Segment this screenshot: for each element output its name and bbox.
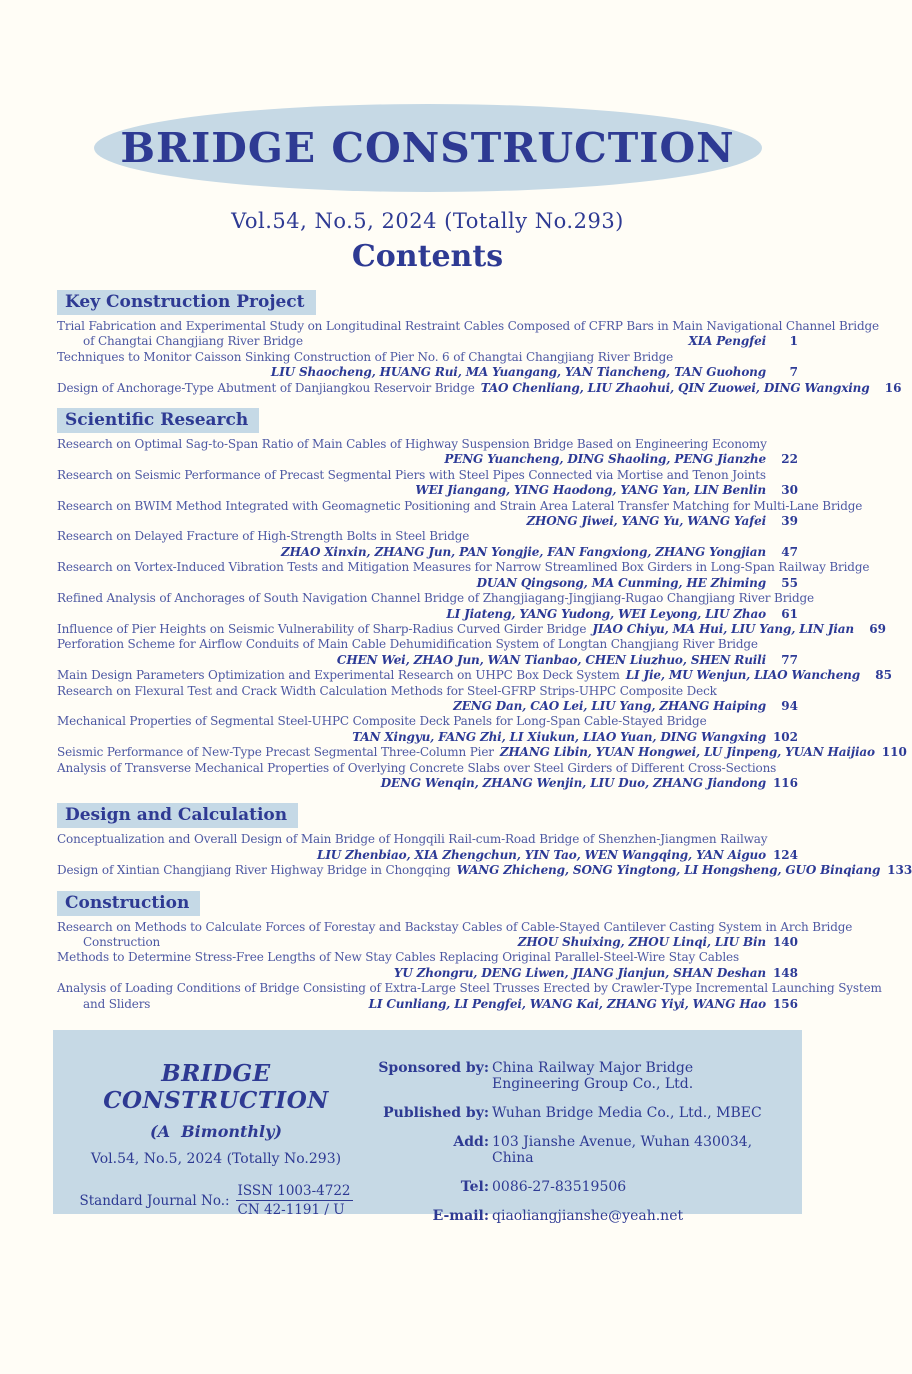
article-title: Refined Analysis of Anchorages of South Navigation Channel Bridge of Zhangjiagang-Jingjiang-Rugao Changjiang River Bridge (57, 591, 814, 606)
toc-entry (57, 468, 798, 499)
article-title: Research on Seismic Performance of Precast Segmental Piers with Steel Pipes Connected via Mortise and Tenon Joints (57, 467, 766, 482)
article-page-number: 85 (875, 668, 892, 683)
article-title: and Sliders (83, 996, 151, 1011)
journal-info-row (371, 1179, 784, 1195)
footer-issue-line: Vol.54, No.5, 2024 (Totally No.293) (90, 1151, 342, 1168)
toc-entry (57, 668, 892, 683)
toc-entry-line (57, 621, 886, 637)
article-title: of Changtai Changjiang River Bridge (83, 334, 303, 349)
article-authors: YU Zhongru, DENG Liwen, JIANG Jianjun, SHAN Deshan (393, 965, 766, 980)
toc-entry-line (57, 334, 798, 349)
journal-info-value: qiaoliangjianshe@yeah.net (492, 1208, 684, 1225)
article-title: Construction (83, 935, 161, 949)
toc-entry-line (57, 452, 798, 467)
article-page-number: 30 (781, 483, 798, 498)
article-authors: TAO Chenliang, LIU Zhaohui, QIN Zuowei, DING Wangxing (480, 380, 870, 395)
journal-info-value: Wuhan Bridge Media Co., Ltd., MBEC (492, 1105, 762, 1122)
article-page-number: 22 (781, 452, 798, 467)
toc-section (57, 891, 882, 1012)
article-authors: LIU Shaocheng, HUANG Rui, MA Yuangang, YAN Tiancheng, TAN Guohong (270, 365, 766, 380)
toc-entry-line (57, 529, 798, 544)
article-page-number: 94 (781, 698, 798, 713)
journal-info-label: E-mail: (432, 1208, 489, 1225)
article-title: Techniques to Monitor Caisson Sinking Construction of Pier No. 6 of Changtai Changjiang River Bridge (57, 349, 674, 364)
article-authors: DUAN Qingsong, MA Cunming, HE Zhiming (476, 575, 766, 590)
toc-entry (57, 498, 863, 530)
toc-entry-line (57, 545, 798, 560)
toc-entry (57, 684, 798, 715)
toc-entry-line (57, 997, 798, 1012)
article-authors: JIAO Chiyu, MA Hui, LIU Yang, LIN Jian (592, 621, 854, 636)
toc-entry (57, 919, 853, 951)
journal-info-left (71, 1060, 361, 1219)
article-authors: CHEN Wei, ZHAO Jun, WAN Tianbao, CHEN Liuzhuo, SHEN Ruili (336, 652, 766, 667)
toc-entry-line (57, 498, 863, 514)
toc-entry-line (57, 560, 870, 575)
article-page-number: 124 (772, 847, 798, 862)
section-header: Design and Calculation (57, 803, 298, 828)
article-page-number: 1 (789, 334, 798, 349)
article-authors: LI Jie, MU Wenjun, LIAO Wancheng (625, 668, 860, 683)
article-page-number: 133 (887, 863, 912, 878)
journal-info-right (361, 1060, 784, 1225)
toc-section (57, 803, 912, 878)
article-authors: WEI Jiangang, YING Haodong, YANG Yan, LIN Benlin (415, 483, 766, 498)
toc-entry-line (57, 730, 798, 745)
journal-info-value: 0086-27-83519506 (492, 1179, 627, 1196)
toc-entry-line (57, 863, 912, 878)
toc-entry-line (57, 981, 882, 996)
toc-entry-line (57, 653, 798, 668)
section-header: Key Construction Project (57, 290, 316, 315)
toc-entry-line (57, 468, 798, 483)
journal-info-row (371, 1208, 784, 1224)
article-title: Research on Delayed Fracture of High-Strength Bolts in Steel Bridge (57, 529, 470, 544)
article-page-number: 77 (781, 652, 798, 667)
contents-page (0, 104, 912, 1374)
article-page-number: 156 (772, 996, 798, 1011)
journal-info-row (371, 1134, 784, 1166)
footer-journal-subtitle: (A Bimonthly) (150, 1122, 282, 1142)
journal-info-row (371, 1105, 784, 1121)
article-title: Trial Fabrication and Experimental Study on Longitudinal Restraint Cables Composed of CFRP Bars in Main Navigational Channel Bridge (57, 319, 879, 333)
toc-entry-line (57, 776, 798, 791)
toc-entry-line (57, 684, 798, 699)
footer-journal-title: BRIDGE CONSTRUCTION (103, 1060, 329, 1115)
article-authors: XIA Pengfei (688, 334, 766, 349)
article-authors: LIU Zhenbiao, XIA Zhengchun, YIN Tao, WEN Wangqing, YAN Aiguo (317, 847, 766, 862)
article-title: Influence of Pier Heights on Seismic Vulnerability of Sharp-Radius Curved Girder Bridge (57, 621, 587, 636)
article-authors: LI Cunliang, LI Pengfei, WANG Kai, ZHANG Yiyi, WANG Hao (368, 996, 766, 1011)
toc-entry (57, 637, 798, 668)
article-authors: ZHONG Jiwei, YANG Yu, WANG Yafei (526, 514, 766, 529)
article-authors: ZHANG Libin, YUAN Hongwei, LU Jinpeng, YUAN Haijiao (499, 745, 875, 760)
toc-entry (57, 529, 798, 560)
article-authors: PENG Yuancheng, DING Shaoling, PENG Jianzhe (444, 452, 766, 467)
toc-sections (57, 290, 912, 1012)
issn-number: ISSN 1003-4722 (237, 1183, 351, 1200)
toc-entry (57, 319, 879, 350)
section-header: Construction (57, 891, 200, 916)
article-authors: DENG Wenqin, ZHANG Wenjin, LIU Duo, ZHANG Jiandong (380, 775, 766, 790)
toc-section (57, 290, 902, 396)
toc-entry-line (57, 714, 798, 729)
toc-entry-line (57, 607, 798, 622)
toc-entry (57, 981, 882, 1012)
toc-entry-line (57, 950, 798, 965)
article-page-number: 69 (869, 621, 886, 636)
article-title: Mechanical Properties of Segmental Steel-UHPC Composite Deck Panels for Long-Span Cable-Stayed Bridge (57, 714, 707, 729)
toc-entry-line (57, 380, 902, 396)
article-authors: ZHAO Xinxin, ZHANG Jun, PAN Yongjie, FAN Fangxiong, ZHANG Yongjian (280, 544, 766, 559)
toc-entry-line (57, 350, 798, 365)
section-header: Scientific Research (57, 408, 259, 433)
article-title: Research on BWIM Method Integrated with Geomagnetic Positioning and Strain Area Lateral Transfer Matching for Multi-Lane Bridge (57, 498, 863, 513)
toc-entry-line (57, 365, 798, 380)
toc-entry (57, 621, 886, 637)
journal-info-label: Sponsored by: (378, 1060, 489, 1077)
article-authors: WANG Zhicheng, SONG Yingtong, LI Hongsheng, GUO Binqiang (456, 863, 881, 878)
toc-entry-line (57, 483, 798, 498)
journal-info-value: 103 Jianshe Avenue, Wuhan 430034, China (492, 1134, 753, 1167)
article-page-number: 39 (781, 514, 798, 529)
toc-entry (57, 560, 870, 591)
contents-title: Contents (351, 239, 504, 274)
article-title: Research on Methods to Calculate Forces of Forestay and Backstay Cables of Cable-Stayed Cantilever Casting System in Arch Bridge (57, 919, 853, 934)
article-title: Design of Xintian Changjiang River Highway Bridge in Chongqing (57, 863, 451, 878)
toc-entry-line (57, 668, 892, 683)
toc-entry (57, 437, 798, 468)
article-authors: ZHOU Shuixing, ZHOU Linqi, LIU Bin (517, 935, 766, 949)
article-page-number: 7 (789, 365, 798, 380)
article-page-number: 116 (772, 775, 798, 790)
toc-entry-line (57, 935, 798, 950)
article-title: Analysis of Transverse Mechanical Properties of Overlying Concrete Slabs over Steel Girders of Different Cross-Sections (57, 760, 777, 775)
toc-entry (57, 591, 814, 622)
toc-entry-line (57, 761, 798, 776)
toc-entry (57, 380, 902, 396)
toc-entry (57, 863, 912, 878)
article-page-number: 140 (772, 935, 798, 949)
article-page-number: 110 (881, 745, 907, 760)
journal-info-box (53, 1030, 802, 1225)
journal-info-row (371, 1060, 784, 1092)
toc-entry-line (57, 699, 798, 714)
journal-info-value: China Railway Major Bridge Engineering Group Co., Ltd. (492, 1060, 694, 1093)
toc-entry (57, 761, 798, 792)
article-authors: TAN Xingyu, FANG Zhi, LI Xiukun, LIAO Yuan, DING Wangxing (352, 729, 766, 744)
journal-masthead (94, 104, 762, 192)
article-title: Seismic Performance of New-Type Precast Segmental Three-Column Pier (57, 745, 494, 760)
toc-entry-line (57, 966, 798, 981)
cn-number: CN 42-1191 / U (237, 1202, 345, 1219)
article-title: Conceptualization and Overall Design of Main Bridge of Hongqili Rail-cum-Road Bridge of Shenzhen-Jiangmen Railway (57, 832, 768, 847)
article-title: Analysis of Loading Conditions of Bridge Consisting of Extra-Large Steel Trusses Erected by Crawler-Type Incremental Launching System (57, 981, 882, 996)
article-authors: ZENG Dan, CAO Lei, LIU Yang, ZHANG Haiping (453, 698, 766, 713)
toc-entry (57, 950, 798, 981)
journal-info-label: Tel: (460, 1179, 489, 1196)
toc-entry-line (57, 514, 798, 529)
article-title: Research on Flexural Test and Crack Width Calculation Methods for Steel-GFRP Strips-UHPC Composite Deck (57, 683, 717, 698)
toc-entry-line (57, 437, 798, 452)
toc-entry (57, 832, 798, 863)
issue-line: Vol.54, No.5, 2024 (Totally No.293) (231, 209, 624, 233)
article-page-number: 47 (781, 544, 798, 559)
toc-entry-line (57, 848, 798, 863)
article-title: Methods to Determine Stress-Free Lengths of New Stay Cables Replacing Original Parallel-Steel-Wire Stay Cables (57, 950, 739, 965)
toc-entry-line (57, 919, 853, 935)
article-title: Research on Vortex-Induced Vibration Tests and Mitigation Measures for Narrow Streamlined Box Girders in Long-Span Railway Bridge (57, 560, 870, 575)
issn-cn-fraction (236, 1183, 353, 1218)
journal-info-label: Add: (453, 1134, 489, 1151)
article-page-number: 61 (781, 606, 798, 621)
toc-section (57, 408, 907, 791)
article-authors: LI Jiateng, YANG Yudong, WEI Leyong, LIU Zhao (446, 606, 766, 621)
article-title: Design of Anchorage-Type Abutment of Danjiangkou Reservoir Bridge (57, 380, 475, 395)
article-title: Research on Optimal Sag-to-Span Ratio of Main Cables of Highway Suspension Bridge Based on Engineering Economy (57, 437, 767, 452)
article-page-number: 55 (781, 575, 798, 590)
article-page-number: 16 (884, 380, 902, 395)
article-title: Perforation Scheme for Airflow Conduits of Main Cable Dehumidification System of Longtan Changjiang River Bridge (57, 637, 758, 652)
toc-entry-line (57, 745, 907, 760)
standard-journal-label: Standard Journal No.: (79, 1192, 230, 1209)
toc-entry (57, 350, 798, 381)
standard-journal-number (71, 1183, 361, 1218)
toc-entry-line (57, 637, 798, 652)
article-page-number: 148 (772, 965, 798, 980)
toc-entry-line (57, 591, 814, 606)
article-page-number: 102 (772, 729, 798, 744)
article-title: Main Design Parameters Optimization and Experimental Research on UHPC Box Deck System (57, 668, 620, 683)
toc-entry (57, 745, 907, 760)
journal-info-label: Published by: (383, 1105, 489, 1122)
toc-entry-line (57, 832, 798, 847)
toc-entry (57, 714, 798, 745)
journal-title: BRIDGE CONSTRUCTION (120, 124, 735, 172)
toc-entry-line (57, 576, 798, 591)
toc-entry-line (57, 319, 879, 334)
